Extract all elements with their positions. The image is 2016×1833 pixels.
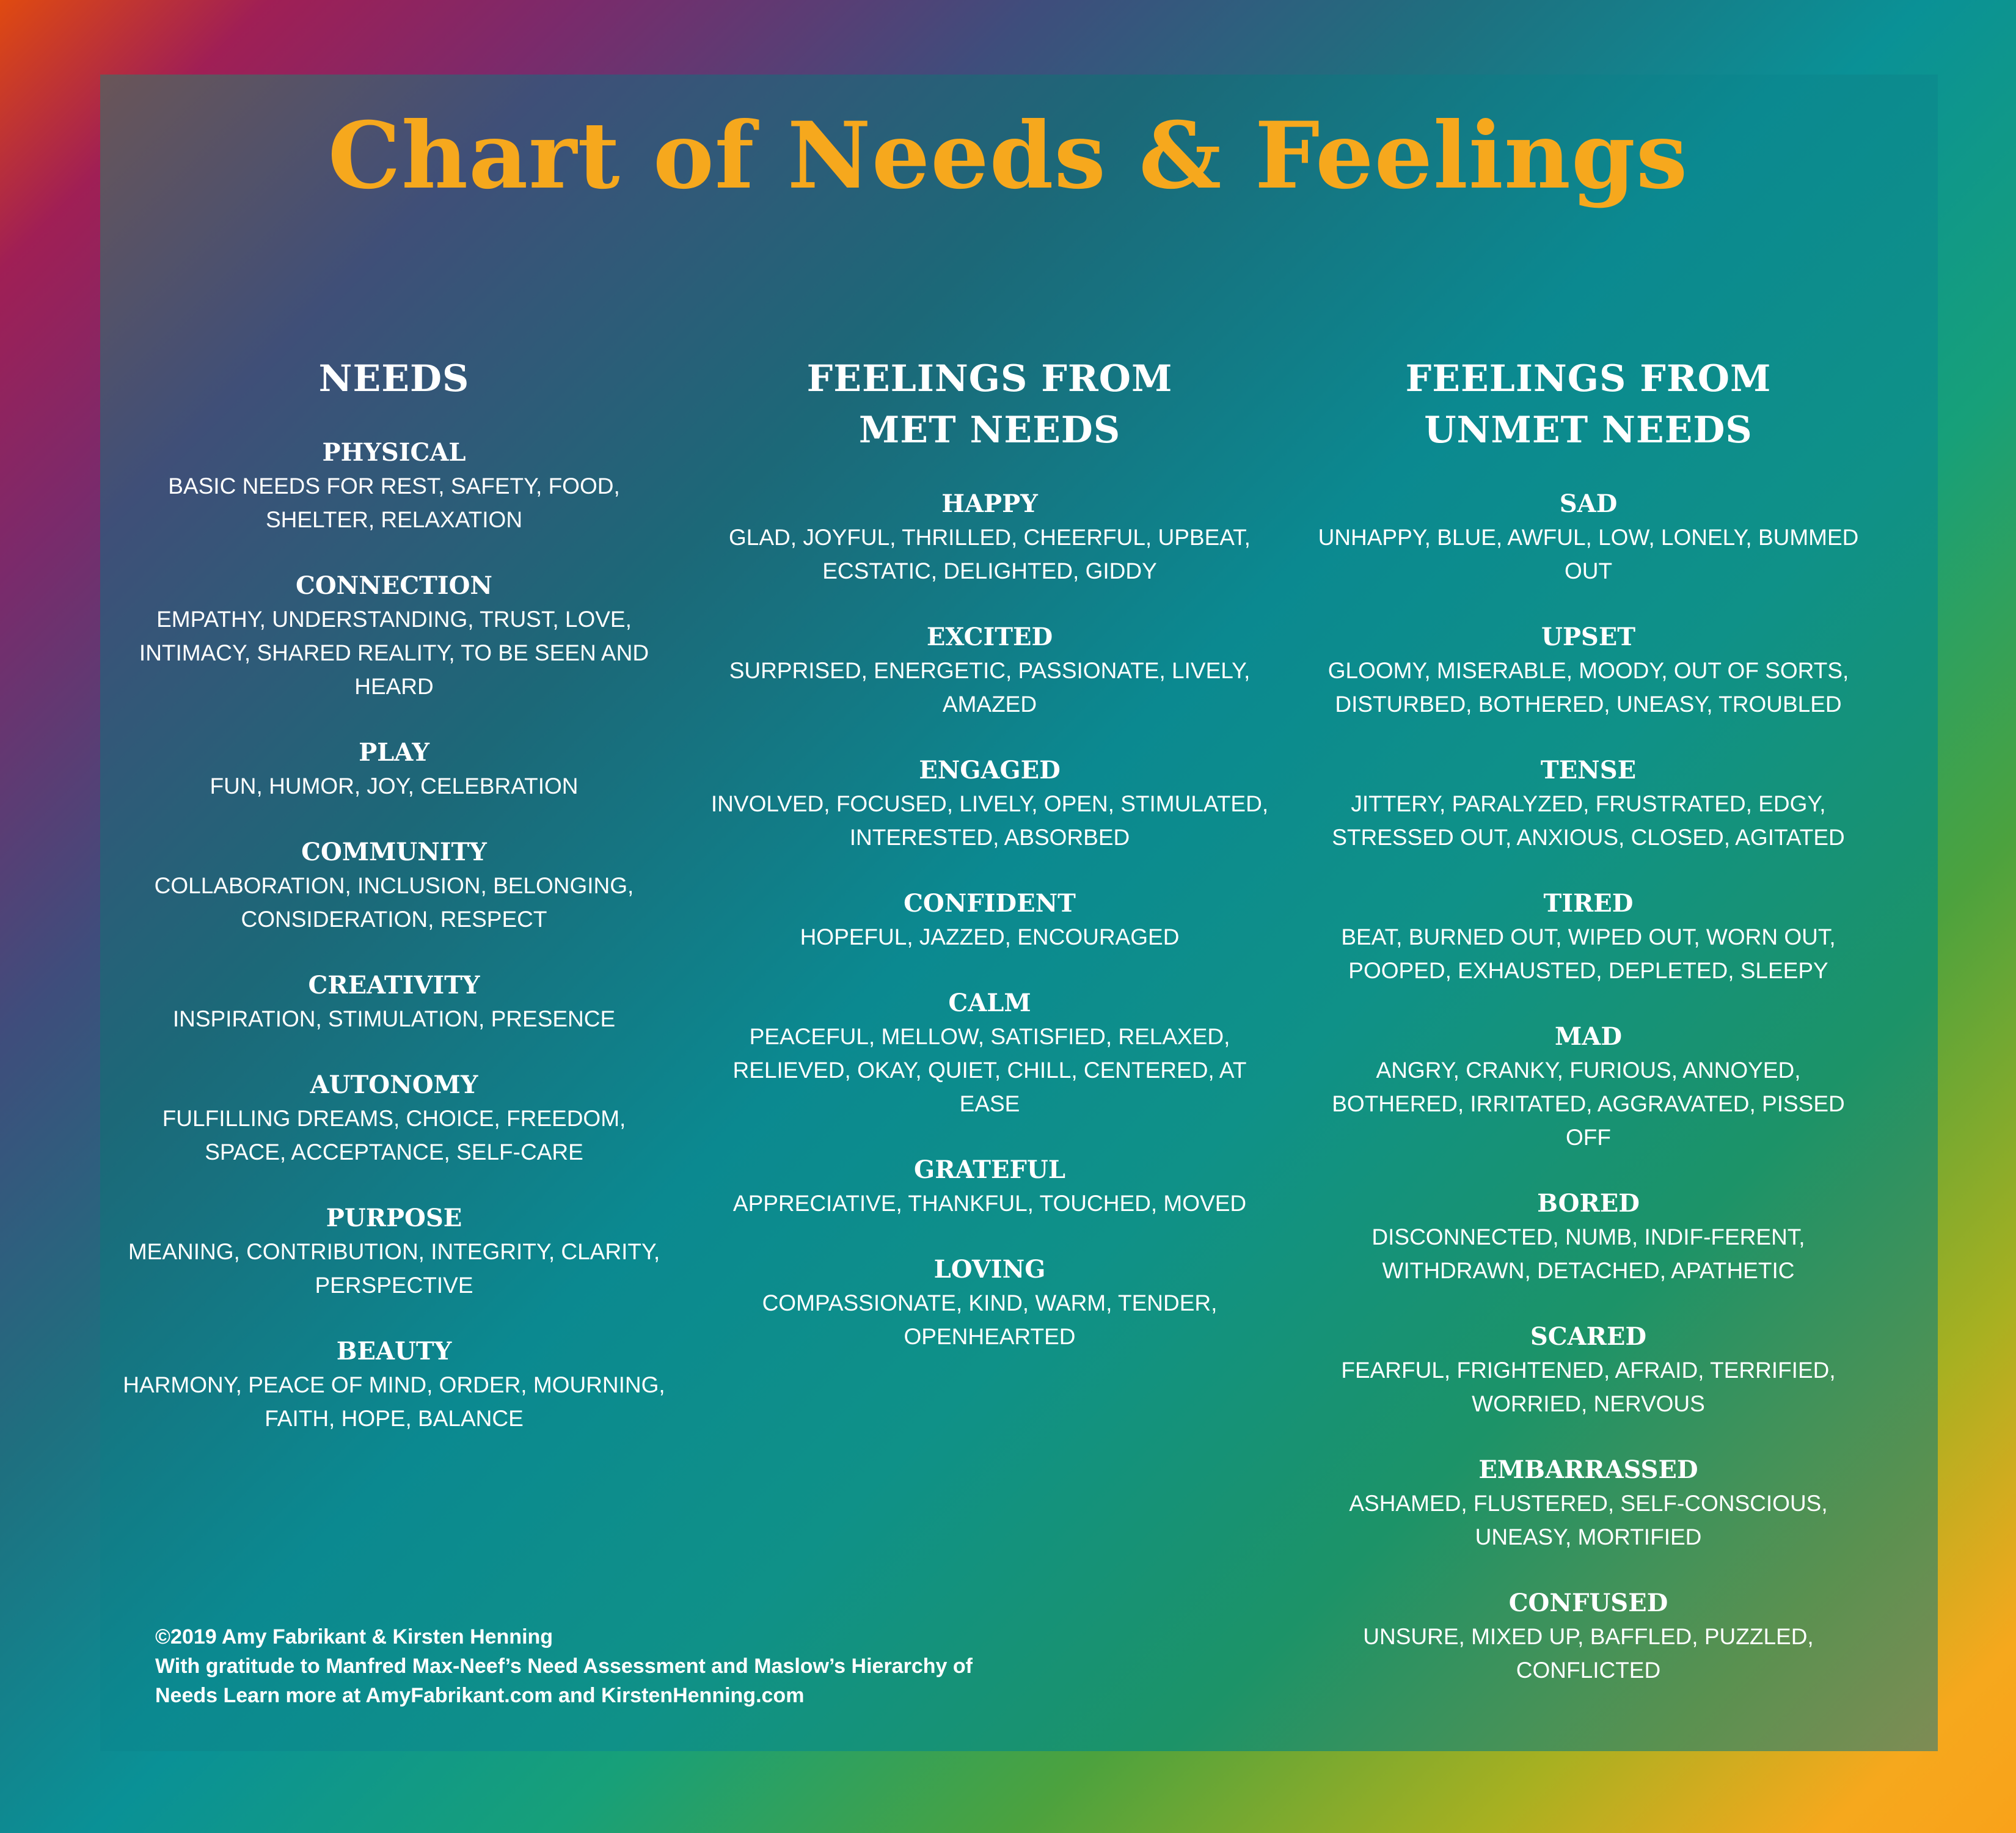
needs-group-autonomy — [119, 1069, 669, 1169]
group-text: PEACEFUL, MELLOW, SATISFIED, RELAXED, RELIEVED, OKAY, QUIET, CHILL, CENTERED, AT EASE — [732, 1024, 1247, 1116]
group-label: AUTONOMY — [310, 1070, 478, 1099]
group-text: HARMONY, PEACE OF MIND, ORDER, MOURNING, FAITH, HOPE, BALANCE — [123, 1372, 665, 1431]
group-label: UPSET — [1541, 623, 1636, 651]
heading-line: UNMET NEEDS — [1424, 409, 1753, 452]
met-group-happy — [709, 488, 1271, 588]
group-label: PLAY — [359, 738, 429, 767]
group-text: UNSURE, MIXED UP, BAFFLED, PUZZLED, CONFLICTED — [1363, 1624, 1814, 1683]
group-label: TENSE — [1540, 756, 1637, 785]
unmet-group-tense — [1307, 754, 1869, 854]
group-label: SAD — [1559, 489, 1618, 518]
group-label: EXCITED — [926, 623, 1053, 651]
group-text: FULFILLING DREAMS, CHOICE, FREEDOM, SPACE, ACCEPTANCE, SELF-CARE — [162, 1106, 626, 1165]
group-label: EMBARRASSED — [1478, 1455, 1698, 1484]
group-text: ANGRY, CRANKY, FURIOUS, ANNOYED, BOTHERED, IRRITATED, AGGRAVATED, PISSED OFF — [1332, 1058, 1845, 1150]
met-group-calm — [709, 987, 1271, 1121]
group-label: BORED — [1537, 1189, 1640, 1218]
met-group-excited — [709, 621, 1271, 721]
heading-line: FEELINGS FROM — [806, 357, 1173, 400]
needs-heading: NEEDS — [318, 357, 470, 400]
needs-group-beauty — [119, 1335, 669, 1435]
group-text: GLAD, JOYFUL, THRILLED, CHEERFUL, UPBEAT, ECSTATIC, DELIGHTED, GIDDY — [729, 525, 1251, 584]
group-text: BEAT, BURNED OUT, WIPED OUT, WORN OUT, POOPED, EXHAUSTED, DEPLETED, SLEEPY — [1341, 924, 1836, 983]
needs-group-creativity — [119, 969, 669, 1036]
group-text: COMPASSIONATE, KIND, WARM, TENDER, OPENHEARTED — [762, 1290, 1218, 1349]
group-label: CONNECTION — [295, 571, 492, 600]
needs-column — [119, 353, 669, 1468]
group-label: GRATEFUL — [914, 1155, 1065, 1184]
group-label: CALM — [948, 989, 1031, 1017]
copyright-line: ©2019 Amy Fabrikant & Kirsten Henning — [155, 1625, 553, 1648]
met-group-grateful — [709, 1154, 1271, 1220]
unmet-group-confused — [1307, 1587, 1869, 1687]
group-label: MAD — [1555, 1022, 1622, 1051]
met-needs-heading — [709, 353, 1271, 456]
credits-line: With gratitude to Manfred Max-Neef’s Need Assessment and Maslow’s Hierarchy of Needs Learn more at AmyFabrikant.com and KirstenHenning.com — [155, 1655, 973, 1707]
unmet-group-sad — [1307, 488, 1869, 588]
group-text: HOPEFUL, JAZZED, ENCOURAGED — [800, 924, 1180, 949]
group-text: BASIC NEEDS FOR REST, SAFETY, FOOD, SHELTER, RELAXATION — [168, 474, 620, 532]
group-text: JITTERY, PARALYZED, FRUSTRATED, EDGY, STRESSED OUT, ANXIOUS, CLOSED, AGITATED — [1332, 791, 1845, 850]
met-needs-column — [709, 353, 1271, 1386]
group-text: DISCONNECTED, NUMB, INDIF-FERENT, WITHDRAWN, DETACHED, APATHETIC — [1371, 1224, 1805, 1283]
group-label: LOVING — [933, 1255, 1046, 1284]
met-group-confident — [709, 887, 1271, 954]
group-label: HAPPY — [941, 489, 1038, 518]
needs-group-purpose — [119, 1202, 669, 1302]
unmet-group-bored — [1307, 1187, 1869, 1287]
group-label: CONFUSED — [1508, 1589, 1668, 1617]
met-group-engaged — [709, 754, 1271, 854]
group-text: FEARFUL, FRIGHTENED, AFRAID, TERRIFIED, WORRIED, NERVOUS — [1341, 1358, 1836, 1416]
group-label: ENGAGED — [919, 756, 1061, 785]
group-label: BEAUTY — [336, 1337, 452, 1366]
met-group-loving — [709, 1253, 1271, 1353]
group-text: INSPIRATION, STIMULATION, PRESENCE — [172, 1006, 616, 1031]
unmet-group-scared — [1307, 1320, 1869, 1421]
needs-group-play — [119, 736, 669, 803]
group-label: TIRED — [1543, 889, 1634, 918]
group-text: MEANING, CONTRIBUTION, INTEGRITY, CLARITY, PERSPECTIVE — [128, 1239, 660, 1298]
unmet-needs-heading — [1307, 353, 1869, 456]
heading-line: FEELINGS FROM — [1405, 357, 1772, 400]
unmet-needs-column — [1307, 353, 1869, 1720]
group-text: GLOOMY, MISERABLE, MOODY, OUT OF SORTS, DISTURBED, BOTHERED, UNEASY, TROUBLED — [1328, 658, 1849, 717]
group-text: FUN, HUMOR, JOY, CELEBRATION — [210, 774, 579, 799]
unmet-group-mad — [1307, 1020, 1869, 1154]
unmet-group-tired — [1307, 887, 1869, 987]
group-text: SURPRISED, ENERGETIC, PASSIONATE, LIVELY, AMAZED — [729, 658, 1251, 717]
copyright-footer — [155, 1622, 998, 1710]
group-text: APPRECIATIVE, THANKFUL, TOUCHED, MOVED — [732, 1191, 1247, 1216]
needs-group-physical — [119, 436, 669, 536]
group-text: ASHAMED, FLUSTERED, SELF-CONSCIOUS, UNEASY, MORTIFIED — [1349, 1491, 1828, 1549]
group-text: COLLABORATION, INCLUSION, BELONGING, CONSIDERATION, RESPECT — [154, 873, 634, 932]
heading-line: MET NEEDS — [858, 409, 1121, 452]
group-label: CREATIVITY — [308, 971, 480, 1000]
group-label: CONFIDENT — [904, 889, 1076, 918]
unmet-group-embarrassed — [1307, 1454, 1869, 1554]
group-label: PURPOSE — [326, 1204, 462, 1232]
unmet-group-upset — [1307, 621, 1869, 721]
group-label: SCARED — [1530, 1322, 1647, 1351]
needs-group-connection — [119, 569, 669, 703]
group-text: EMPATHY, UNDERSTANDING, TRUST, LOVE, INTIMACY, SHARED REALITY, TO BE SEEN AND HEARD — [139, 607, 649, 699]
needs-group-community — [119, 836, 669, 936]
page-title: Chart of Needs & Feelings — [327, 102, 1689, 210]
group-label: PHYSICAL — [322, 438, 466, 467]
group-text: UNHAPPY, BLUE, AWFUL, LOW, LONELY, BUMMED OUT — [1318, 525, 1859, 584]
group-text: INVOLVED, FOCUSED, LIVELY, OPEN, STIMULATED, INTERESTED, ABSORBED — [710, 791, 1269, 850]
group-label: COMMUNITY — [301, 838, 487, 866]
